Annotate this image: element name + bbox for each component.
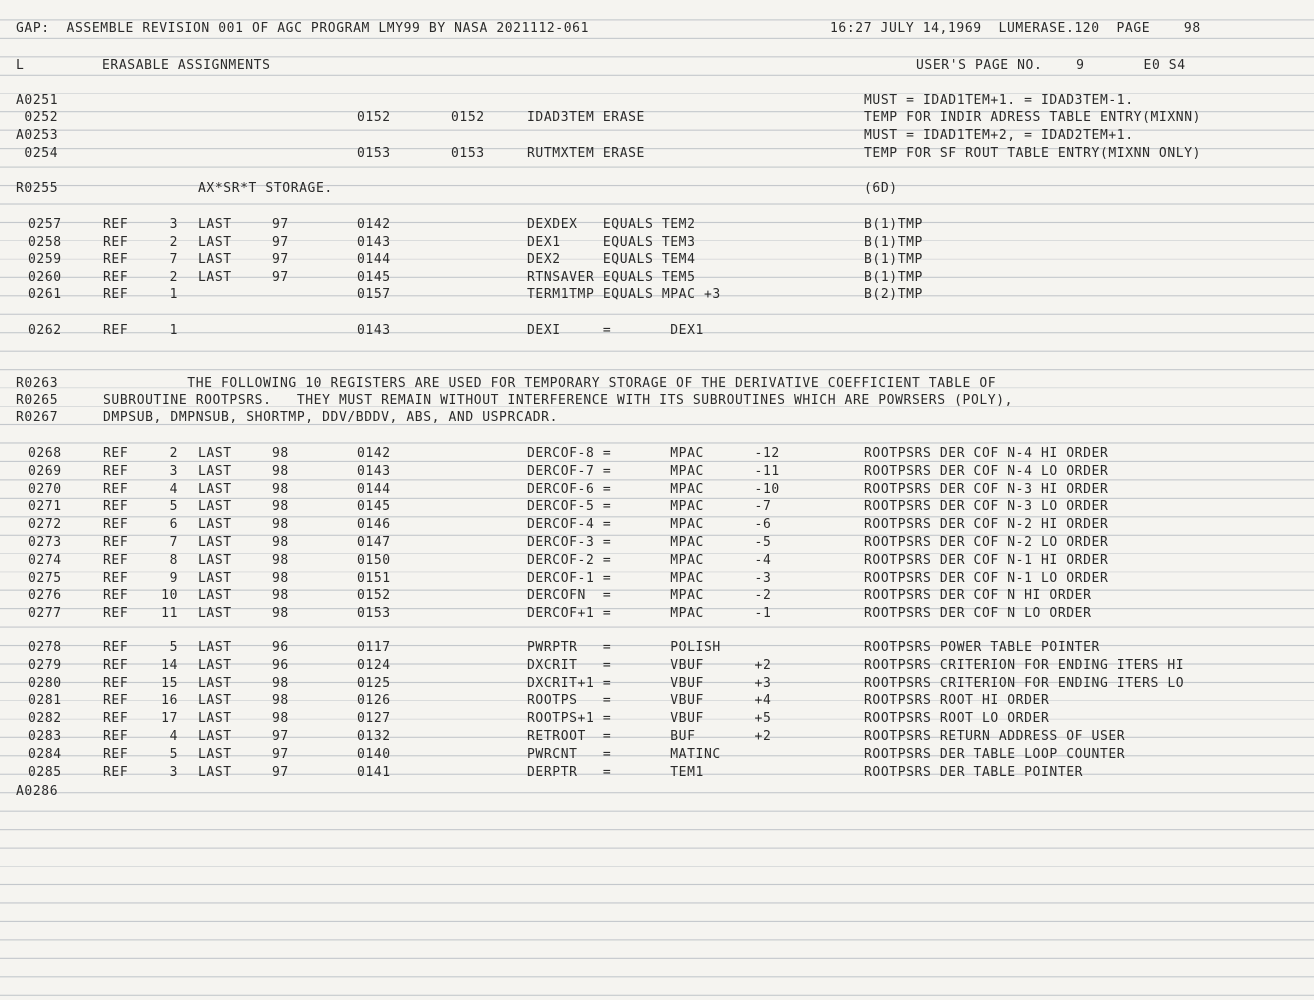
remark-text: THE FOLLOWING 10 REGISTERS ARE USED FOR TEMPORARY STORAGE OF THE DERIVATIVE COEFFICIENT TABLE OF (103, 376, 997, 391)
last-tag: LAST (198, 746, 232, 762)
address: 0147 (357, 535, 391, 550)
last-page: 98 (272, 570, 289, 586)
last-page: 98 (272, 552, 289, 568)
ref-count: 5 (169, 640, 178, 655)
ref-tag: REF (103, 269, 129, 285)
statement: DERCOF-5 = MPAC -7 (527, 499, 772, 515)
user-page-info: USER'S PAGE NO. 9 E0 S4 (916, 58, 1186, 73)
ref-count: 3 (169, 463, 178, 479)
storage-title: AX*SR*T STORAGE. (198, 181, 333, 196)
ref-tag: REF (103, 693, 129, 709)
ref-tag: REF (103, 481, 129, 497)
comment: ROOTPSRS CRITERION FOR ENDING ITERS HI (864, 657, 1185, 673)
last-tag: LAST (198, 711, 232, 727)
statement: DERCOF-3 = MPAC -5 (527, 535, 772, 550)
address: 0117 (357, 640, 391, 655)
last-tag: LAST (198, 463, 232, 479)
ref-tag: REF (103, 657, 129, 673)
ref-count: 5 (169, 499, 178, 515)
ref-tag: REF (103, 552, 129, 568)
last-page: 97 (272, 234, 289, 250)
last-tag: LAST (198, 217, 232, 232)
last-tag: LAST (198, 693, 232, 709)
ref-count: 6 (169, 517, 178, 533)
ref-tag: REF (103, 499, 129, 515)
comment: TEMP FOR INDIR ADRESS TABLE ENTRY(MIXNN) (864, 110, 1202, 125)
address: 0132 (357, 729, 391, 744)
last-tag: LAST (198, 535, 232, 550)
last-tag: LAST (198, 640, 232, 655)
comment: ROOTPSRS ROOT HI ORDER (864, 693, 1050, 709)
remark-text: SUBROUTINE ROOTPSRS. THEY MUST REMAIN WITHOUT INTERFERENCE WITH ITS SUBROUTINES WHICH ARE POWRSERS (POLY), (103, 393, 1014, 408)
comment: ROOTPSRS DER COF N-1 LO ORDER (864, 570, 1109, 586)
ref-tag: REF (103, 446, 129, 461)
line-loc: 0285 (28, 764, 62, 780)
ref-count: 10 (161, 588, 178, 604)
comment: ROOTPSRS DER COF N-1 HI ORDER (864, 552, 1109, 568)
comment: ROOTPSRS DER COF N-3 LO ORDER (864, 499, 1109, 515)
last-page: 98 (272, 606, 289, 622)
ref-count: 3 (169, 764, 178, 780)
last-page: 97 (272, 746, 289, 762)
statement: ROOTPS+1 = VBUF +5 (527, 711, 772, 727)
address: 0157 (357, 287, 391, 303)
line-loc: 0283 (28, 729, 62, 744)
ref-tag: REF (103, 535, 129, 550)
ref-tag: REF (103, 729, 129, 744)
comment: B(2)TMP (864, 287, 923, 303)
end-line (0, 783, 59, 801)
line-loc: A0286 (16, 784, 59, 799)
address: 0145 (357, 499, 391, 515)
line-loc: A0253 (16, 128, 59, 143)
line-loc: 0259 (28, 252, 62, 268)
last-tag: LAST (198, 269, 232, 285)
address: 0145 (357, 269, 391, 285)
line-loc: 0254 (16, 146, 59, 161)
comment: ROOTPSRS DER COF N-2 LO ORDER (864, 535, 1109, 550)
last-tag: LAST (198, 499, 232, 515)
last-page: 98 (272, 588, 289, 604)
comment: B(1)TMP (864, 217, 923, 232)
ref-tag: REF (103, 252, 129, 268)
remark-text: DMPSUB, DMPNSUB, SHORTMP, DDV/BDDV, ABS, AND USPRCADR. (103, 410, 559, 425)
statement: DERCOF-7 = MPAC -11 (527, 463, 780, 479)
line-loc: 0282 (28, 711, 62, 727)
address: 0126 (357, 693, 391, 709)
last-page: 97 (272, 252, 289, 268)
address: 0140 (357, 746, 391, 762)
ref-tag: REF (103, 588, 129, 604)
ref-tag: REF (103, 217, 129, 232)
line-loc: A0251 (16, 93, 59, 108)
line-loc: 0252 (16, 110, 59, 125)
ref-count: 1 (169, 323, 178, 338)
line-loc: R0263 (16, 376, 59, 391)
last-tag: LAST (198, 729, 232, 744)
address: 0152 (357, 588, 391, 604)
ref-count: 7 (169, 535, 178, 550)
last-page: 98 (272, 693, 289, 709)
ref-tag: REF (103, 463, 129, 479)
comment: ROOTPSRS DER TABLE POINTER (864, 764, 1084, 780)
last-tag: LAST (198, 675, 232, 691)
line-loc: 0279 (28, 657, 62, 673)
address: 0143 (357, 323, 391, 338)
statement: ROOTPS = VBUF +4 (527, 693, 772, 709)
address: 0153 (357, 146, 391, 161)
last-page: 97 (272, 764, 289, 780)
line-loc: 0270 (28, 481, 62, 497)
ref-count: 14 (161, 657, 178, 673)
ref-tag: REF (103, 517, 129, 533)
dexi-line (0, 322, 704, 340)
comment: B(1)TMP (864, 234, 923, 250)
ref-tag: REF (103, 606, 129, 622)
ref-count: 3 (169, 217, 178, 232)
comment: ROOTPSRS DER COF N-4 LO ORDER (864, 463, 1109, 479)
comment: B(1)TMP (864, 252, 923, 268)
last-tag: LAST (198, 252, 232, 268)
comment: B(1)TMP (864, 269, 923, 285)
address: 0144 (357, 481, 391, 497)
statement: PWRCNT = MATINC (527, 746, 721, 762)
header-right: 16:27 JULY 14,1969 LUMERASE.120 PAGE 98 (830, 21, 1201, 36)
ref-count: 1 (169, 287, 178, 303)
address: 0142 (357, 217, 391, 232)
ref-count: 4 (169, 481, 178, 497)
statement: DXCRIT+1 = VBUF +3 (527, 675, 772, 691)
statement: DEX1 EQUALS TEM3 (527, 234, 696, 250)
ref-tag: REF (103, 287, 129, 303)
ref-tag: REF (103, 746, 129, 762)
last-tag: LAST (198, 234, 232, 250)
address: 0143 (357, 463, 391, 479)
line-loc: 0284 (28, 746, 62, 762)
comment: MUST = IDAD1TEM+1. = IDAD3TEM-1. (864, 93, 1134, 108)
line-loc: 0274 (28, 552, 62, 568)
comment: ROOTPSRS DER COF N HI ORDER (864, 588, 1092, 604)
last-page: 97 (272, 729, 289, 744)
statement: DERCOF-2 = MPAC -4 (527, 552, 772, 568)
last-page: 96 (272, 640, 289, 655)
ref-tag: REF (103, 323, 129, 338)
header-line (0, 20, 1201, 38)
last-tag: LAST (198, 552, 232, 568)
statement: IDAD3TEM ERASE (527, 110, 645, 125)
ref-count: 9 (169, 570, 178, 586)
address: 0141 (357, 764, 391, 780)
statement: TERM1TMP EQUALS MPAC +3 (527, 287, 721, 303)
statement: DERCOF+1 = MPAC -1 (527, 606, 772, 622)
last-tag: LAST (198, 517, 232, 533)
last-page: 96 (272, 657, 289, 673)
comment: ROOTPSRS DER COF N LO ORDER (864, 606, 1092, 622)
comment: ROOTPSRS DER COF N-3 HI ORDER (864, 481, 1109, 497)
last-page: 98 (272, 517, 289, 533)
address: 0153 (357, 606, 391, 622)
ref-tag: REF (103, 675, 129, 691)
last-tag: LAST (198, 588, 232, 604)
last-page: 97 (272, 269, 289, 285)
last-tag: LAST (198, 481, 232, 497)
last-page: 98 (272, 711, 289, 727)
statement: RTNSAVER EQUALS TEM5 (527, 269, 696, 285)
statement: DEXDEX EQUALS TEM2 (527, 217, 696, 232)
line-loc: 0262 (28, 323, 62, 338)
line-loc: 0258 (28, 234, 62, 250)
statement: DERCOF-8 = MPAC -12 (527, 446, 780, 461)
line-loc: 0261 (28, 287, 62, 303)
line-loc: R0267 (16, 410, 59, 425)
statement: DERPTR = TEM1 (527, 764, 704, 780)
statement: RUTMXTEM ERASE (527, 146, 645, 161)
address: 0152 (357, 110, 391, 125)
statement: DXCRIT = VBUF +2 (527, 657, 772, 673)
statement: DERCOF-1 = MPAC -3 (527, 570, 772, 586)
line-loc: 0269 (28, 463, 62, 479)
line-loc: R0255 (16, 181, 59, 196)
address: 0124 (357, 657, 391, 673)
comment: ROOTPSRS POWER TABLE POINTER (864, 640, 1100, 655)
listing-flag: L (16, 58, 25, 73)
last-tag: LAST (198, 606, 232, 622)
address-2: 0152 (451, 110, 485, 125)
ref-count: 16 (161, 693, 178, 709)
ref-count: 11 (161, 606, 178, 622)
address: 0142 (357, 446, 391, 461)
line-loc: 0271 (28, 499, 62, 515)
line-loc: 0273 (28, 535, 62, 550)
address: 0144 (357, 252, 391, 268)
line-loc: R0265 (16, 393, 59, 408)
statement: DERCOFN = MPAC -2 (527, 588, 772, 604)
section-title: ERASABLE ASSIGNMENTS (102, 58, 271, 73)
ref-tag: REF (103, 764, 129, 780)
address: 0143 (357, 234, 391, 250)
comment: ROOTPSRS DER COF N-4 HI ORDER (864, 446, 1109, 461)
statement: DERCOF-6 = MPAC -10 (527, 481, 780, 497)
last-page: 98 (272, 675, 289, 691)
comment: TEMP FOR SF ROUT TABLE ENTRY(MIXNN ONLY) (864, 146, 1202, 161)
comment: ROOTPSRS DER TABLE LOOP COUNTER (864, 746, 1126, 762)
statement: PWRPTR = POLISH (527, 640, 721, 655)
subheader-line (0, 57, 1186, 75)
last-page: 98 (272, 463, 289, 479)
comment: ROOTPSRS RETURN ADDRESS OF USER (864, 729, 1126, 744)
ref-count: 17 (161, 711, 178, 727)
statement: DERCOF-4 = MPAC -6 (527, 517, 772, 533)
line-loc: 0268 (28, 446, 62, 461)
line-loc: 0278 (28, 640, 62, 655)
address-2: 0153 (451, 146, 485, 161)
last-page: 98 (272, 481, 289, 497)
ref-count: 2 (169, 234, 178, 250)
last-page: 98 (272, 535, 289, 550)
line-loc: 0281 (28, 693, 62, 709)
statement: DEX2 EQUALS TEM4 (527, 252, 696, 268)
line-loc: 0260 (28, 269, 62, 285)
line-loc: 0272 (28, 517, 62, 533)
statement: RETROOT = BUF +2 (527, 729, 772, 744)
header-left: GAP: ASSEMBLE REVISION 001 OF AGC PROGRAM LMY99 BY NASA 2021112-061 (16, 21, 590, 36)
ref-count: 15 (161, 675, 178, 691)
last-page: 98 (272, 499, 289, 515)
line-loc: 0277 (28, 606, 62, 622)
ref-count: 7 (169, 252, 178, 268)
address: 0146 (357, 517, 391, 533)
storage-comment: (6D) (864, 181, 898, 196)
last-tag: LAST (198, 570, 232, 586)
ref-count: 4 (169, 729, 178, 744)
ref-count: 5 (169, 746, 178, 762)
comment: ROOTPSRS ROOT LO ORDER (864, 711, 1050, 727)
ref-count: 2 (169, 269, 178, 285)
ref-count: 8 (169, 552, 178, 568)
ref-tag: REF (103, 640, 129, 655)
address: 0125 (357, 675, 391, 691)
ref-count: 2 (169, 446, 178, 461)
comment: ROOTPSRS DER COF N-2 HI ORDER (864, 517, 1109, 533)
address: 0151 (357, 570, 391, 586)
last-page: 98 (272, 446, 289, 461)
address: 0150 (357, 552, 391, 568)
line-loc: 0275 (28, 570, 62, 586)
ref-tag: REF (103, 711, 129, 727)
statement: DEXI = DEX1 (527, 323, 704, 338)
ref-tag: REF (103, 570, 129, 586)
last-tag: LAST (198, 446, 232, 461)
ref-tag: REF (103, 234, 129, 250)
last-tag: LAST (198, 764, 232, 780)
address: 0127 (357, 711, 391, 727)
last-tag: LAST (198, 657, 232, 673)
comment: MUST = IDAD1TEM+2, = IDAD2TEM+1. (864, 128, 1134, 143)
line-loc: 0276 (28, 588, 62, 604)
last-page: 97 (272, 217, 289, 232)
comment: ROOTPSRS CRITERION FOR ENDING ITERS LO (864, 675, 1185, 691)
line-loc: 0280 (28, 675, 62, 691)
line-loc: 0257 (28, 217, 62, 232)
storage-line (0, 180, 898, 198)
